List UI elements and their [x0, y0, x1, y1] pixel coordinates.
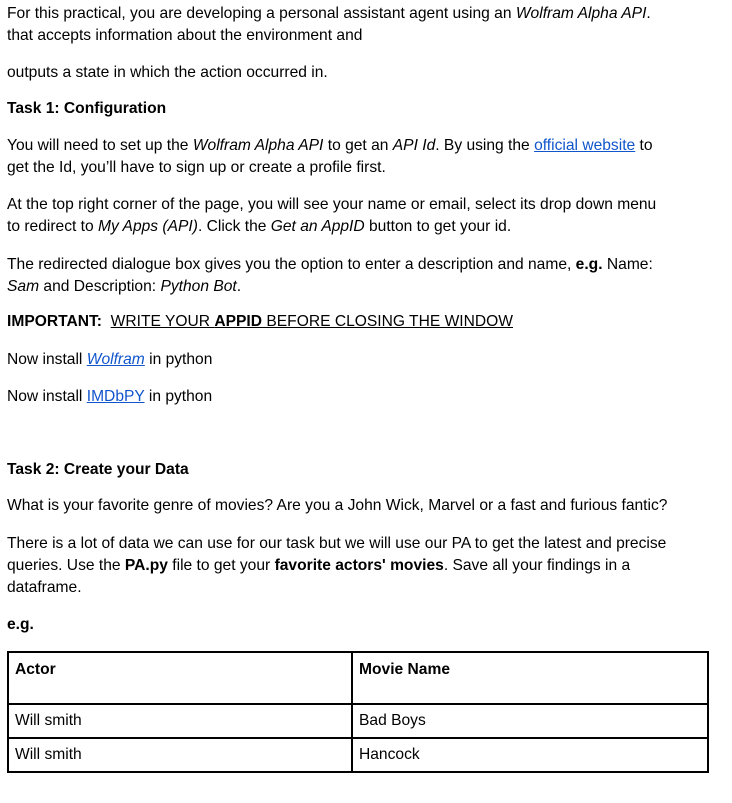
table-cell: Bad Boys [352, 704, 708, 738]
text: Name: [602, 256, 653, 273]
text: Get an AppID [270, 218, 365, 235]
intro-paragraph-2 [7, 62, 328, 84]
table-header-row [8, 652, 708, 704]
eg-label: e.g. [7, 616, 34, 633]
imdbpy-link[interactable]: IMDbPY [86, 388, 145, 405]
table-row [8, 738, 708, 772]
text: My Apps (API) [98, 218, 198, 235]
important-notice [7, 311, 513, 333]
text: Now install [7, 388, 87, 405]
task1-paragraph-3 [7, 254, 727, 298]
text: At the top right corner of the page, you will see your name or email, select its drop down menu [7, 196, 657, 213]
text: Wolfram Alpha API [192, 137, 324, 154]
table-cell: Will smith [8, 738, 352, 772]
important-label: IMPORTANT: [7, 313, 102, 330]
official-website-link[interactable]: official website [534, 137, 636, 154]
text: e.g. [575, 256, 603, 273]
text: to [635, 137, 653, 154]
task1-heading: Task 1: Configuration [7, 100, 167, 117]
text: in python [144, 388, 213, 405]
intro-paragraph [7, 3, 727, 47]
header-cell: Actor [8, 652, 352, 704]
text: . By using the [435, 137, 535, 154]
text: There is a lot of data we can use for our task but we will use our PA to get the latest and precise [7, 535, 667, 552]
data-table-wrap [6, 651, 709, 773]
task1-paragraph-2 [7, 194, 727, 238]
wolfram-link[interactable]: Wolfram [86, 351, 145, 368]
table-cell: Will smith [8, 704, 352, 738]
text: favorite actors' movies [274, 557, 444, 574]
text: For this practical, you are developing a personal assistant agent using an [7, 5, 516, 22]
task2-heading: Task 2: Create your Data [7, 461, 189, 478]
text: that accepts information about the environment and [7, 27, 363, 44]
table-cell: Hancock [352, 738, 708, 772]
text: APPID [214, 313, 263, 330]
header-cell: Movie Name [352, 652, 708, 704]
text: Now install [7, 351, 87, 368]
text: in python [144, 351, 213, 368]
install-imdbpy-line [7, 386, 212, 408]
text: What is your favorite genre of movies? Are you a John Wick, Marvel or a fast and furious fantic? [7, 497, 668, 514]
text: Wolfram Alpha API [515, 5, 647, 22]
text: BEFORE CLOSING THE WINDOW [262, 313, 513, 330]
task2-paragraph-1 [7, 495, 727, 517]
text: button to get your id. [364, 218, 512, 235]
task1-paragraph-1 [7, 135, 727, 179]
task2-paragraph-2 [7, 533, 727, 599]
text: outputs a state in which the action occurred in. [7, 64, 328, 81]
text: Sam [7, 278, 40, 295]
text: . [236, 278, 242, 295]
table-row [8, 704, 708, 738]
text: queries. Use the [7, 557, 125, 574]
text: PA.py [124, 557, 168, 574]
text: WRITE YOUR [110, 313, 215, 330]
text: . Save all your findings in a [443, 557, 631, 574]
text: . Click the [197, 218, 271, 235]
text: to redirect to [7, 218, 99, 235]
text: . [646, 5, 651, 22]
text: to get an [323, 137, 393, 154]
text: dataframe. [7, 579, 82, 596]
install-wolfram-line [7, 349, 212, 371]
text: Python Bot [160, 278, 237, 295]
text: API Id [392, 137, 436, 154]
text: You will need to set up the [7, 137, 193, 154]
text: and Description: [39, 278, 161, 295]
text: The redirected dialogue box gives you the option to enter a description and name, [7, 256, 576, 273]
text: file to get your [167, 557, 275, 574]
text: get the Id, you’ll have to sign up or create a profile first. [7, 159, 386, 176]
data-table [7, 651, 709, 773]
